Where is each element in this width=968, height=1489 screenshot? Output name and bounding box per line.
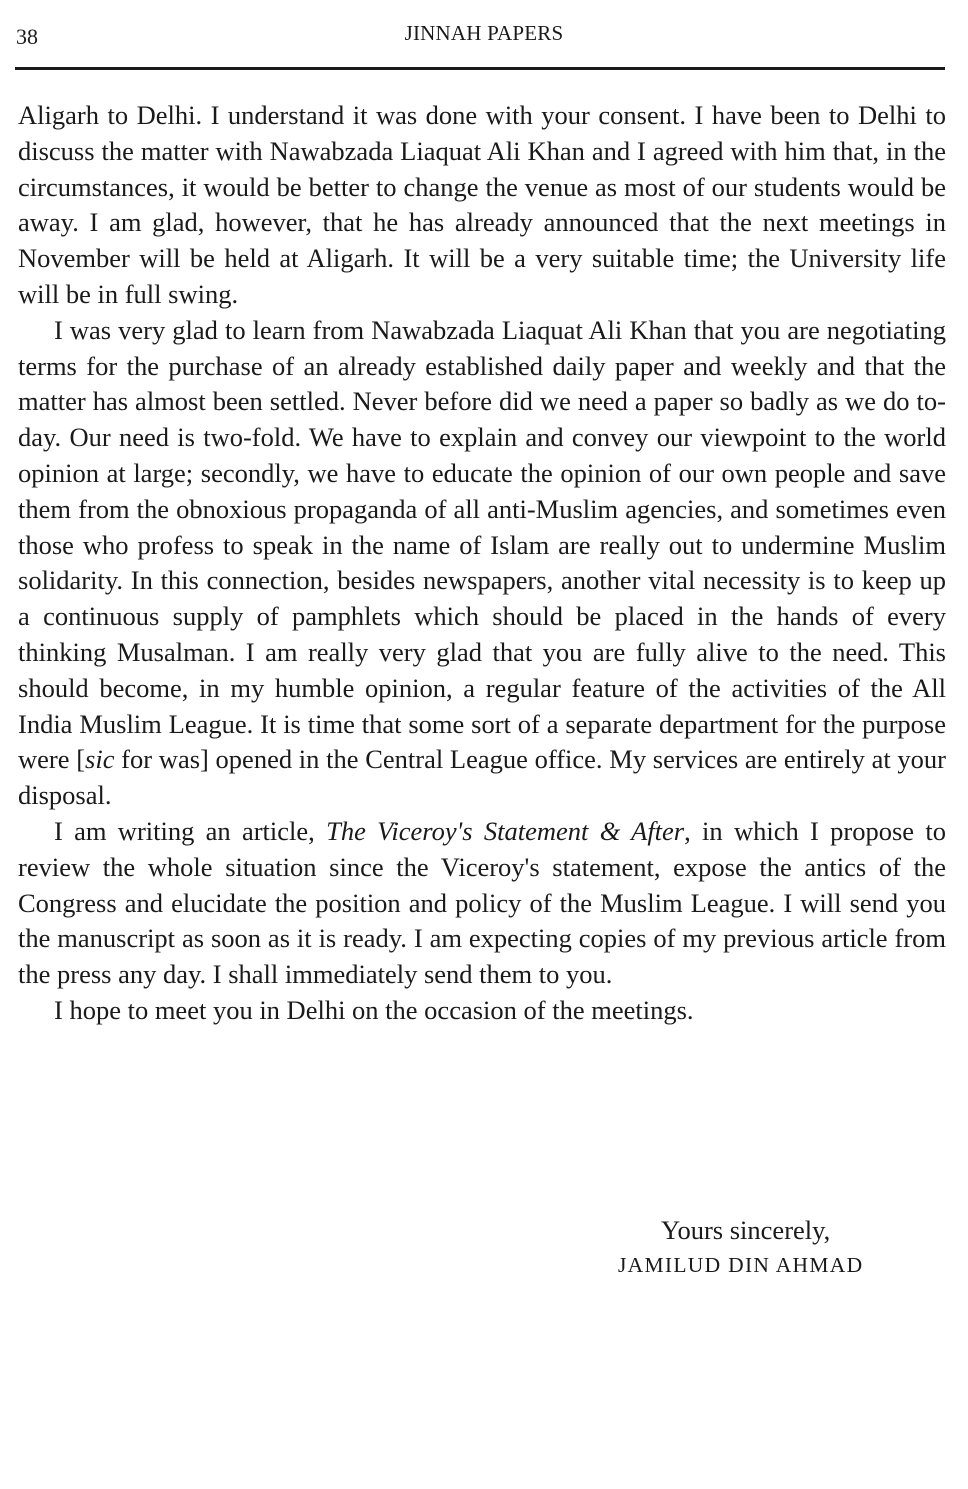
paragraph-1: Aligarh to Delhi. I understand it was done with your consent. I have been to Delhi to discuss the matter with Nawabzada Liaquat Ali Khan and I agreed with him that, in the circumstances, it would be better to change the venue as most of our students would be away. I am glad, however, that he has already announced that the next meetings in November will be held at Aligarh. It will be a very suitable time; the University life will be in full swing. [18, 100, 946, 309]
running-head: JINNAH PAPERS [404, 21, 564, 45]
valediction: Yours sincerely, [661, 1215, 831, 1245]
page-number: 38 [16, 24, 38, 49]
header-rule [15, 67, 945, 70]
signature-name: JAMILUD DIN AHMAD [618, 1253, 864, 1277]
paragraph-3 [18, 814, 946, 993]
article-title: The Viceroy's Statement & After [326, 815, 685, 846]
paragraph-2 [18, 313, 946, 814]
paragraph-3-text-b: , in which I propose to review the whole situation since the Viceroy's statement, expose the antics of the Congress and elucidate the position and policy of the Muslim League. I will send you the manuscript as soon as it is ready. I am expecting copies of my previous article from the press any day. I shall immediately send them to you. [18, 815, 946, 990]
paragraph-2-text-b: for was] opened in the Central League office. My services are entirely at your disposal. [18, 744, 946, 811]
sic-annotation: sic [85, 744, 115, 775]
letter-body [18, 98, 946, 1029]
paragraph-2-text-a: I was very glad to learn from Nawabzada Liaquat Ali Khan that you are negotiating terms for the purchase of an already established daily paper and weekly and that the matter has almost been settled. Never before did we need a paper so badly as we do to-day. Our need is two-fold. We have to explain and convey our viewpoint to the world opinion at large; secondly, we have to educate the opinion of our own people and save them from the obnoxious propaganda of all anti-Muslim agencies, and sometimes even those who profess to speak in the name of Islam are really out to undermine Muslim solidarity. In this connection, besides newspapers, another vital necessity is to keep up a continuous supply of pamphlets which should be placed in the hands of every thinking Musalman. I am really very glad that you are fully alive to the need. This should become, in my humble opinion, a regular feature of the activities of the All India Muslim League. It is time that some sort of a separate department for the purpose were [ [18, 314, 946, 775]
paragraph-3-text-a: I am writing an article, [54, 815, 327, 846]
paragraph-4: I hope to meet you in Delhi on the occasion of the meetings. [54, 994, 694, 1025]
